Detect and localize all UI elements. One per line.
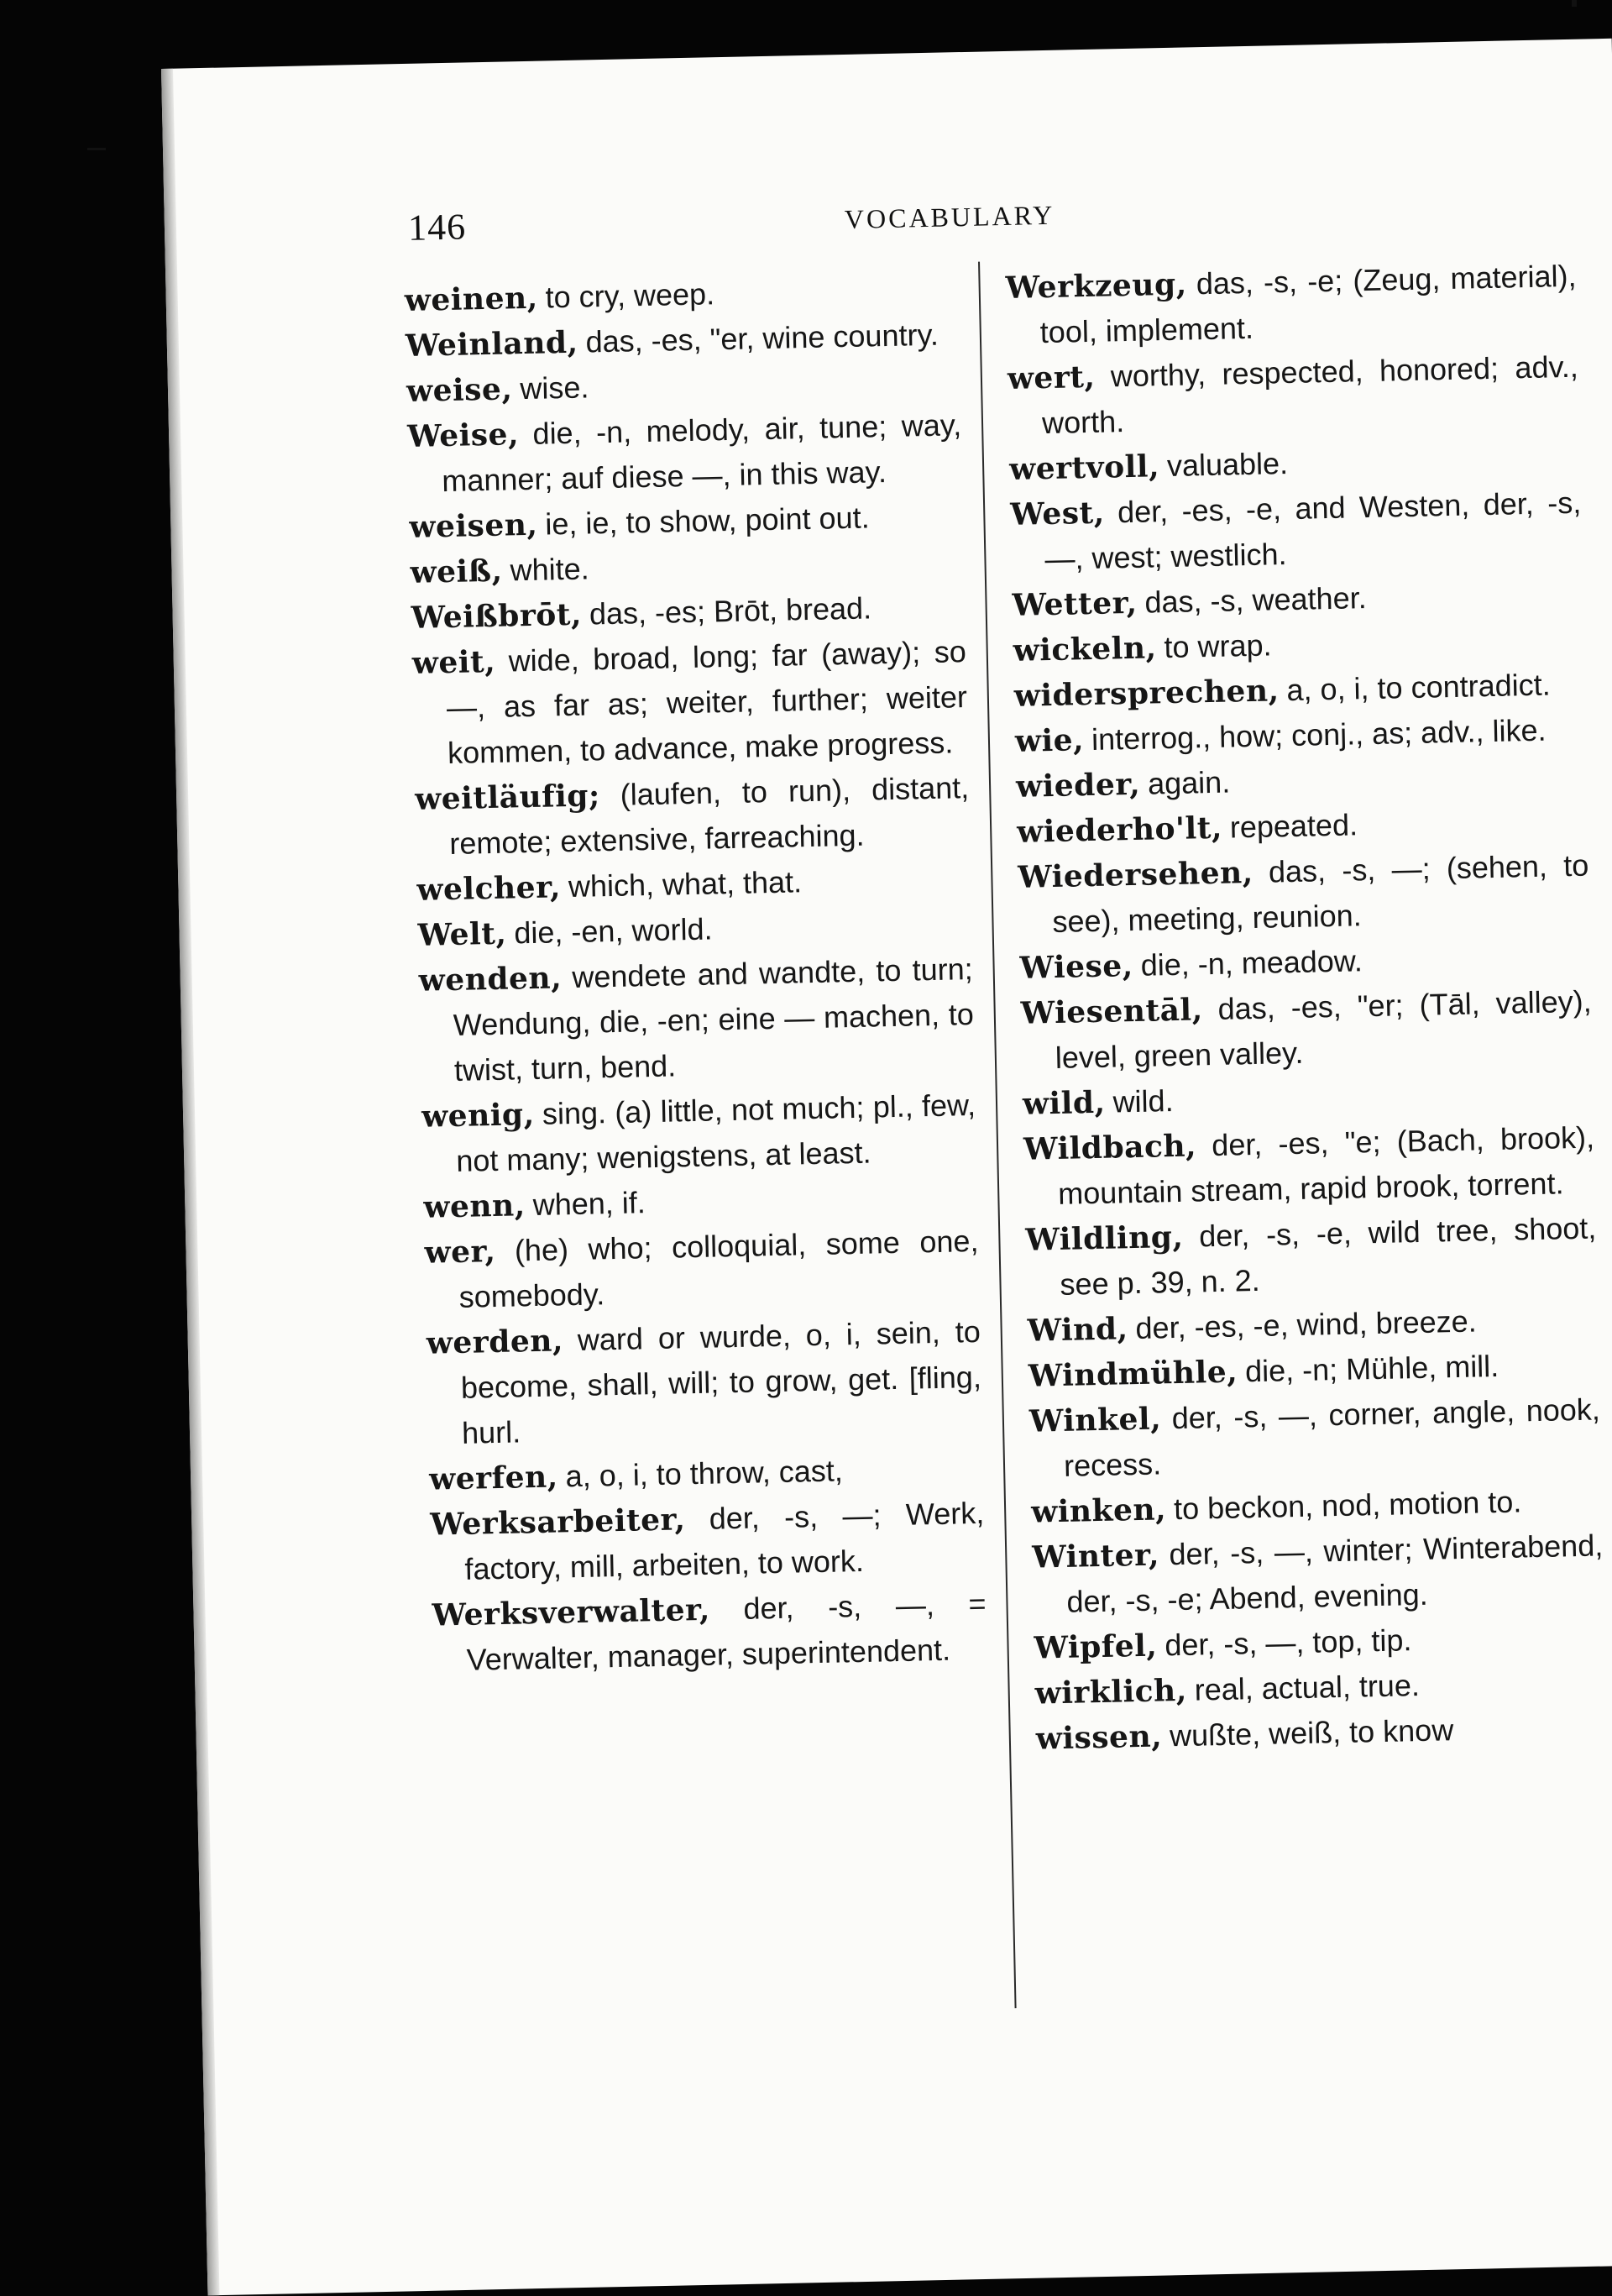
entry-definition: die, -n, melody, air, tune; way, manner; auf diese —, in this way. xyxy=(441,407,962,499)
entry-headword: Wiedersehen, xyxy=(1017,854,1254,895)
entry-headword: Wiese, xyxy=(1019,947,1134,986)
running-head: VOCABULARY xyxy=(844,199,1055,234)
page-header xyxy=(407,186,1399,265)
entry-definition: wild. xyxy=(1112,1083,1175,1119)
entry-definition: repeated. xyxy=(1229,807,1358,845)
entry-headword: wild, xyxy=(1022,1084,1107,1122)
entry-definition: die, -n, meadow. xyxy=(1140,943,1363,983)
page-number: 146 xyxy=(407,206,467,249)
entry-headword: weinen, xyxy=(404,280,539,318)
dictionary-entry xyxy=(424,1219,980,1321)
entry-headword: Windmühle, xyxy=(1028,1354,1238,1394)
entry-definition: real, actual, true. xyxy=(1194,1668,1421,1707)
entry-headword: Werksarbeiter, xyxy=(429,1502,686,1543)
entry-headword: wiederho'lt, xyxy=(1016,810,1223,850)
entry-headword: welcher, xyxy=(416,869,562,908)
entry-definition: when, if. xyxy=(532,1185,646,1223)
entry-headword: Weißbrōt, xyxy=(411,596,583,636)
entry-definition: der, -es, -e, and Westen, der, -s, —, west; westlich. xyxy=(1044,485,1582,577)
entry-definition: which, what, that. xyxy=(568,864,803,904)
entry-definition: das, -s, weather. xyxy=(1144,580,1368,620)
entry-headword: Wildbach, xyxy=(1023,1128,1197,1167)
entry-headword: weit, xyxy=(411,643,496,681)
entry-definition: a, o, i, to throw, cast, xyxy=(565,1453,844,1494)
entry-headword: Wipfel, xyxy=(1034,1628,1158,1666)
entry-headword: Welt, xyxy=(417,915,507,953)
entry-headword: wert, xyxy=(1007,359,1096,396)
left-column xyxy=(404,266,987,1683)
entry-headword: wirklich, xyxy=(1034,1672,1188,1712)
entry-headword: Wetter, xyxy=(1012,584,1138,623)
entry-definition: der, -es, "e; (Bach, brook), mountain stream, rapid brook, torrent. xyxy=(1057,1119,1595,1211)
entry-headword: Weise, xyxy=(406,417,520,454)
entry-definition: der, -s, —, winter; Winterabend, der, -s, -e; Abend, evening. xyxy=(1066,1528,1604,1619)
entry-headword: Werkzeug, xyxy=(1005,266,1188,306)
entry-headword: wer, xyxy=(424,1233,496,1271)
entry-definition: white. xyxy=(510,551,590,588)
entry-headword: Wildling, xyxy=(1024,1219,1184,1258)
entry-headword: wissen, xyxy=(1035,1718,1163,1757)
dictionary-entry xyxy=(418,946,975,1094)
entry-headword: Wind, xyxy=(1027,1311,1128,1349)
entry-headword: wenden, xyxy=(418,960,563,999)
entry-definition: wide, broad, long; far (away); so —, as far as; weiter, further; weiter kommen, to advance, make progress. xyxy=(446,634,968,771)
entry-definition: to beckon, nod, motion to. xyxy=(1173,1484,1522,1527)
entry-definition: a, o, i, to contradict. xyxy=(1286,667,1552,708)
dictionary-entry xyxy=(426,1309,982,1457)
entry-headword: winken, xyxy=(1030,1491,1167,1530)
entry-headword: werden, xyxy=(426,1323,564,1361)
entry-definition: das, -es, "er; (Tāl, valley), level, green valley. xyxy=(1055,983,1593,1075)
right-column xyxy=(1005,254,1607,1762)
dictionary-entry xyxy=(1023,1115,1596,1218)
entry-headword: widersprechen, xyxy=(1013,673,1280,714)
dictionary-entry xyxy=(421,1082,977,1185)
book-page xyxy=(161,39,1612,2296)
entry-definition: sing. (a) little, not much; pl., few, not many; wenigstens, at least. xyxy=(455,1087,976,1178)
entry-definition: to wrap. xyxy=(1164,627,1272,665)
entry-definition: das, -es; Brōt, bread. xyxy=(589,590,872,632)
dictionary-entry xyxy=(411,629,968,777)
scan-speck xyxy=(1572,0,1577,7)
entry-headword: Wiesentāl, xyxy=(1020,992,1204,1031)
entry-headword: West, xyxy=(1009,495,1106,532)
dictionary-entry xyxy=(1010,480,1583,583)
entry-headword: wenn, xyxy=(423,1187,526,1225)
dictionary-entry xyxy=(407,402,963,505)
entry-definition: der, -s, —, top, tip. xyxy=(1164,1622,1412,1663)
entry-definition: worthy, respected, honored; adv., worth. xyxy=(1041,349,1579,441)
entry-headword: weisen, xyxy=(409,506,538,545)
entry-headword: wertvoll, xyxy=(1008,448,1160,487)
dictionary-entry xyxy=(1025,1206,1598,1308)
dictionary-entry xyxy=(1007,344,1579,447)
entry-headword: weitläufig; xyxy=(414,778,601,817)
entry-definition: die, -n; Mühle, mill. xyxy=(1244,1348,1499,1389)
entry-definition: wußte, weiß, to know xyxy=(1169,1712,1454,1753)
entry-definition: interrog., how; conj., as; adv., like. xyxy=(1091,712,1547,757)
entry-definition: der, -s, -e, wild tree, shoot, see p. 39, n. 2. xyxy=(1060,1210,1597,1302)
entry-definition: wise. xyxy=(519,370,589,406)
dictionary-entry xyxy=(415,765,971,868)
entry-headword: Winter, xyxy=(1031,1537,1160,1575)
entry-definition: (he) who; colloquial, some one, somebody. xyxy=(458,1223,979,1314)
entry-definition: der, -s, —, corner, angle, nook, recess. xyxy=(1063,1392,1601,1483)
entry-headword: wenig, xyxy=(421,1096,536,1135)
entry-definition: ward or wurde, o, i, sein, to become, shall, will; to grow, get. [fling, hurl. xyxy=(460,1313,982,1450)
entry-definition: der, -s, —; Werk, factory, mill, arbeiten, to work. xyxy=(464,1495,985,1586)
dictionary-entry xyxy=(1018,843,1590,946)
entry-definition: das, -s, —; (sehen, to see), meeting, reunion. xyxy=(1052,847,1589,939)
entry-headword: wickeln, xyxy=(1013,630,1157,668)
entry-definition: valuable. xyxy=(1166,446,1289,484)
entry-definition: der, -es, -e, wind, breeze. xyxy=(1135,1303,1478,1346)
entry-headword: werfen, xyxy=(428,1459,559,1497)
entry-headword: weiß, xyxy=(410,553,504,590)
entry-definition: (laufen, to run), distant, remote; extensive, farreaching. xyxy=(448,770,970,862)
entry-definition: ie, ie, to show, point out. xyxy=(544,500,870,542)
entry-definition: das, -es, "er, wine country. xyxy=(585,317,939,359)
entry-definition: wendete and wandte, to turn; Wendung, die, -en; eine — machen, to twist, turn, bend. xyxy=(453,951,975,1088)
dictionary-entry xyxy=(1028,1387,1601,1489)
scan-speck xyxy=(87,148,106,150)
entry-headword: Werksverwalter, xyxy=(432,1591,711,1633)
entry-definition: again. xyxy=(1147,764,1231,801)
entry-headword: wie, xyxy=(1014,722,1085,759)
dictionary-entry xyxy=(1020,979,1593,1082)
entry-headword: weise, xyxy=(406,371,513,409)
entry-headword: Weinland, xyxy=(405,324,579,364)
dictionary-entry xyxy=(430,1491,986,1593)
entry-definition: der, -s, —, = Verwalter, manager, superintendent. xyxy=(466,1586,987,1677)
entry-headword: wieder, xyxy=(1015,766,1141,805)
entry-definition: die, -en, world. xyxy=(513,911,713,951)
entry-headword: Winkel, xyxy=(1028,1401,1162,1439)
dictionary-entry xyxy=(432,1581,987,1684)
dictionary-entry xyxy=(1005,254,1578,356)
dictionary-entry xyxy=(1032,1523,1604,1625)
entry-definition: das, -s, -e; (Zeug, material), tool, implement. xyxy=(1039,258,1577,350)
entry-definition: to cry, weep. xyxy=(545,276,715,315)
